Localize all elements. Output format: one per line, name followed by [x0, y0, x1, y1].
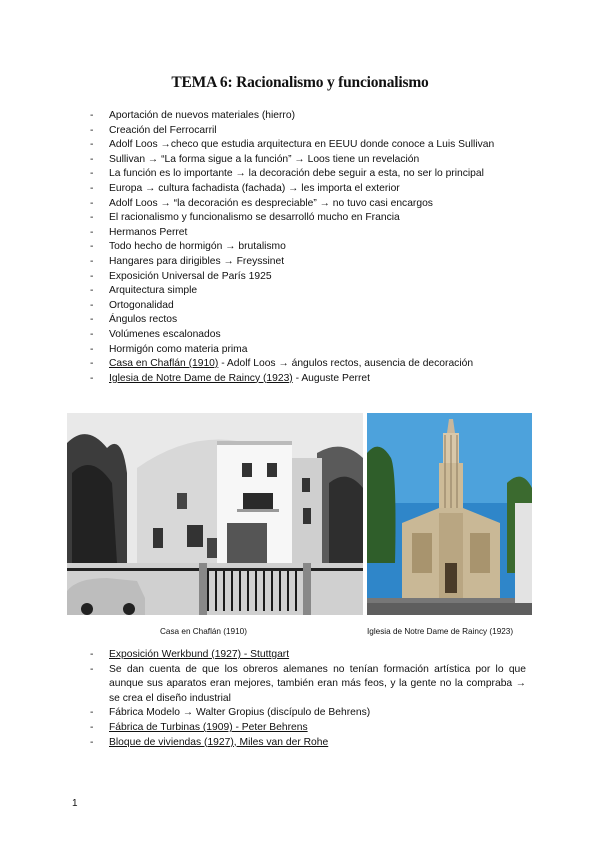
list-item-text: Exposición Universal de París 1925 [109, 270, 272, 282]
list-item-text: Sullivan → “La forma sigue a la función” → Loos tiene un revelación [109, 153, 420, 165]
list-item [90, 313, 526, 328]
page-title: TEMA 6: Racionalismo y funcionalismo [171, 74, 429, 91]
list-item-text: Volúmenes escalonados [109, 328, 221, 340]
list-item [90, 167, 526, 182]
list-item [90, 357, 526, 372]
list-item-link[interactable]: Exposición Werkbund (1927) - Stuttgart [109, 649, 290, 660]
list-item [90, 138, 526, 153]
list-item [90, 648, 526, 663]
list-item-text: - Auguste Perret [292, 372, 371, 384]
list-item-link[interactable]: Bloque de viviendas (1927), Miles van der Rohe [109, 736, 329, 748]
list-item-text: Creación del Ferrocarril [109, 124, 217, 136]
caption-casa-chaflan: Casa en Chaflán (1910) [160, 627, 247, 636]
list-item [90, 736, 526, 751]
list-item-link[interactable]: Fábrica de Turbinas (1909) - Peter Behrens [109, 721, 308, 733]
bullet-list-secondary [90, 648, 526, 750]
list-item-text: Fábrica Modelo → Walter Gropius (discípulo de Behrens) [109, 707, 371, 719]
list-item-text: Arquitectura simple [109, 285, 198, 297]
list-item [90, 328, 526, 343]
list-item [90, 343, 526, 358]
list-item-text: Se dan cuenta de que los obreros alemanes no tenían formación artística por lo que aunque sus aparatos eran mejores, también eran más feos, y la gente no la compraba → se crea el diseño industrial [109, 663, 526, 704]
list-item-text: La función es lo importante → la decoración debe seguir a esta, no ser lo principal [109, 168, 484, 180]
list-item-text: Hermanos Perret [109, 226, 188, 238]
list-item [90, 124, 526, 139]
list-item [90, 197, 526, 212]
list-item [90, 706, 526, 721]
list-item-text: Aportación de nuevos materiales (hierro) [109, 110, 296, 121]
list-item-text: - Adolf Loos → ángulos rectos, ausencia de decoración [218, 358, 474, 370]
list-item [90, 226, 526, 241]
list-item-text: Hormigón como materia prima [109, 343, 248, 355]
list-item [90, 211, 526, 226]
list-item-text: Europa → cultura fachadista (fachada) → les importa el exterior [109, 182, 400, 194]
list-item [90, 255, 526, 270]
list-item-text: El racionalismo y funcionalismo se desarrolló mucho en Francia [109, 212, 400, 224]
bullet-list-main [90, 109, 526, 386]
list-item-text: Todo hecho de hormigón → brutalismo [109, 241, 286, 253]
list-item-text: Adolf Loos →checo que estudia arquitectura en EEUU donde conoce a Luis Sullivan [109, 139, 495, 151]
photo-notre-dame-raincy [367, 413, 532, 615]
list-item [90, 182, 526, 197]
list-item [90, 240, 526, 255]
list-item-link[interactable]: Casa en Chaflán (1910) [109, 358, 219, 370]
list-item [90, 153, 526, 168]
list-item [90, 270, 526, 285]
list-item [90, 109, 526, 124]
list-item-text: Hangares para dirigibles → Freyssinet [109, 255, 285, 267]
list-item [90, 721, 526, 736]
caption-notre-dame-raincy: Iglesia de Notre Dame de Raincy (1923) [367, 627, 514, 636]
list-item [90, 663, 526, 707]
list-item [90, 372, 526, 387]
list-item [90, 284, 526, 299]
list-item [90, 299, 526, 314]
page-number: 1 [72, 798, 78, 809]
photo-casa-chaflan [67, 413, 363, 615]
list-item-text: Ortogonalidad [109, 299, 174, 311]
list-item-text: Ángulos rectos [109, 314, 178, 326]
list-item-text: Adolf Loos → “la decoración es despreciable” → no tuvo casi encargos [109, 197, 433, 209]
list-item-link[interactable]: Iglesia de Notre Dame de Raincy (1923) [109, 372, 293, 384]
